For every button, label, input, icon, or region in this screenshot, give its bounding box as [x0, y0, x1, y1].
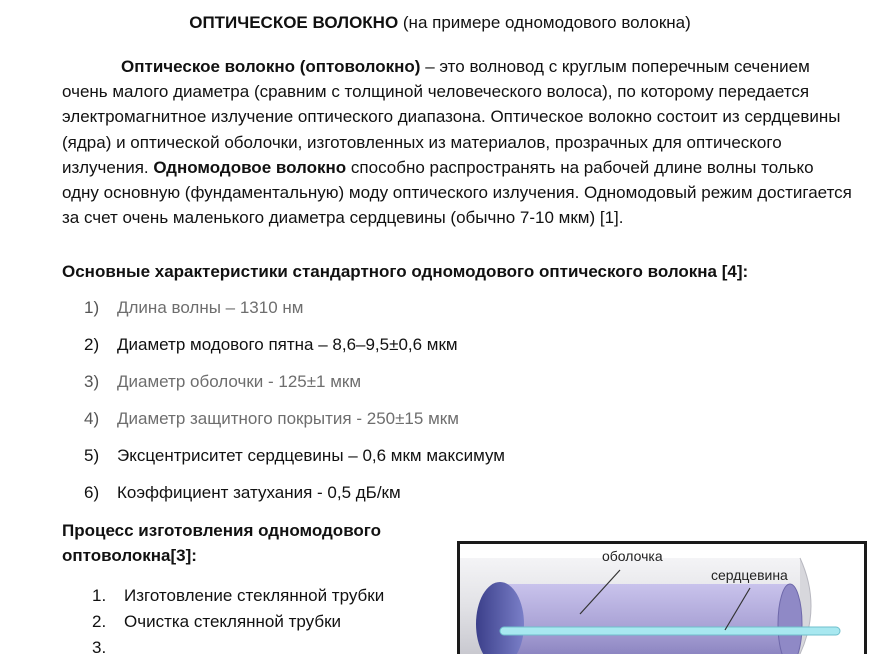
- list-item-number: 2): [84, 335, 100, 354]
- fiber-diagram: [457, 541, 867, 654]
- list-item-number: 1): [84, 298, 100, 317]
- cladding-end: [778, 584, 802, 654]
- list-item: [84, 407, 505, 444]
- list-item: [84, 333, 505, 370]
- list-item-text: Диаметр модового пятна – 8,6–9,5±0,6 мкм: [117, 335, 458, 354]
- tube-end: [800, 558, 811, 654]
- list-item-text: Диаметр оболочки - 125±1 мкм: [117, 372, 362, 391]
- list-item-number: 4): [84, 409, 100, 428]
- list-item-number: 6): [84, 483, 100, 502]
- list-item-text: Длина волны – 1310 нм: [117, 298, 304, 317]
- process-list: [92, 585, 384, 663]
- characteristics-list: [84, 296, 505, 518]
- characteristics-heading: Основные характеристики стандартного одномодового оптического волокна [4]:: [62, 262, 749, 281]
- core-label: сердцевина: [711, 567, 788, 583]
- list-item-number: 2.: [92, 612, 107, 631]
- list-item-text: Коэффициент затухания - 0,5 дБ/км: [117, 483, 401, 502]
- list-item-text: Диаметр защитного покрытия - 250±15 мкм: [117, 409, 459, 428]
- cladding-label: оболочка: [602, 548, 663, 564]
- fiber-diagram-svg: [460, 544, 864, 654]
- list-item: [84, 481, 505, 518]
- process-heading: Процесс изготовления одномодового оптоволокна[3]:: [62, 521, 382, 565]
- list-item-text: Очистка стеклянной трубки: [124, 612, 342, 631]
- list-item: [84, 370, 505, 407]
- list-item-text: Изготовление стеклянной трубки: [124, 586, 385, 605]
- intro-term-2: Одномодовое волокно: [153, 157, 347, 177]
- list-item-number: 3.: [92, 638, 107, 657]
- list-item: [84, 444, 505, 481]
- list-item-text: Эксцентриситет сердцевины – 0,6 мкм максимум: [117, 446, 505, 465]
- list-item: [92, 611, 384, 637]
- intro-paragraph: [62, 54, 852, 230]
- list-item: [92, 637, 384, 663]
- list-item: [84, 296, 505, 333]
- list-item-number: 1.: [92, 586, 107, 605]
- list-item: [92, 585, 384, 611]
- list-item-number: 3): [84, 372, 100, 391]
- title-bold: ОПТИЧЕСКОЕ ВОЛОКНО: [189, 13, 399, 32]
- page-title: [0, 11, 880, 35]
- title-rest: (на примере одномодового волокна): [398, 13, 691, 32]
- intro-text-1: – это волновод с круглым поперечным сечением очень малого диаметра (сравним с толщиной человеческого волоса), по которому передается электромагнитное излучение оптического диапазона. Оптическое волокно состоит из сердцевины (ядра) и оптической оболочки, изготовленных из материалов, прозрачных для оптического излучения.: [62, 57, 841, 177]
- intro-text-2: способно распространять на рабочей длине волны только одну основную (фундаментальную) моду оптического излучения. Одномодовый режим достигается за счет очень маленького диаметра сердцевины (обычно 7-10 мкм) [1].: [62, 157, 852, 228]
- list-item-number: 5): [84, 446, 100, 465]
- intro-term: Оптическое волокно (оптоволокно): [121, 57, 421, 76]
- core: [500, 627, 840, 635]
